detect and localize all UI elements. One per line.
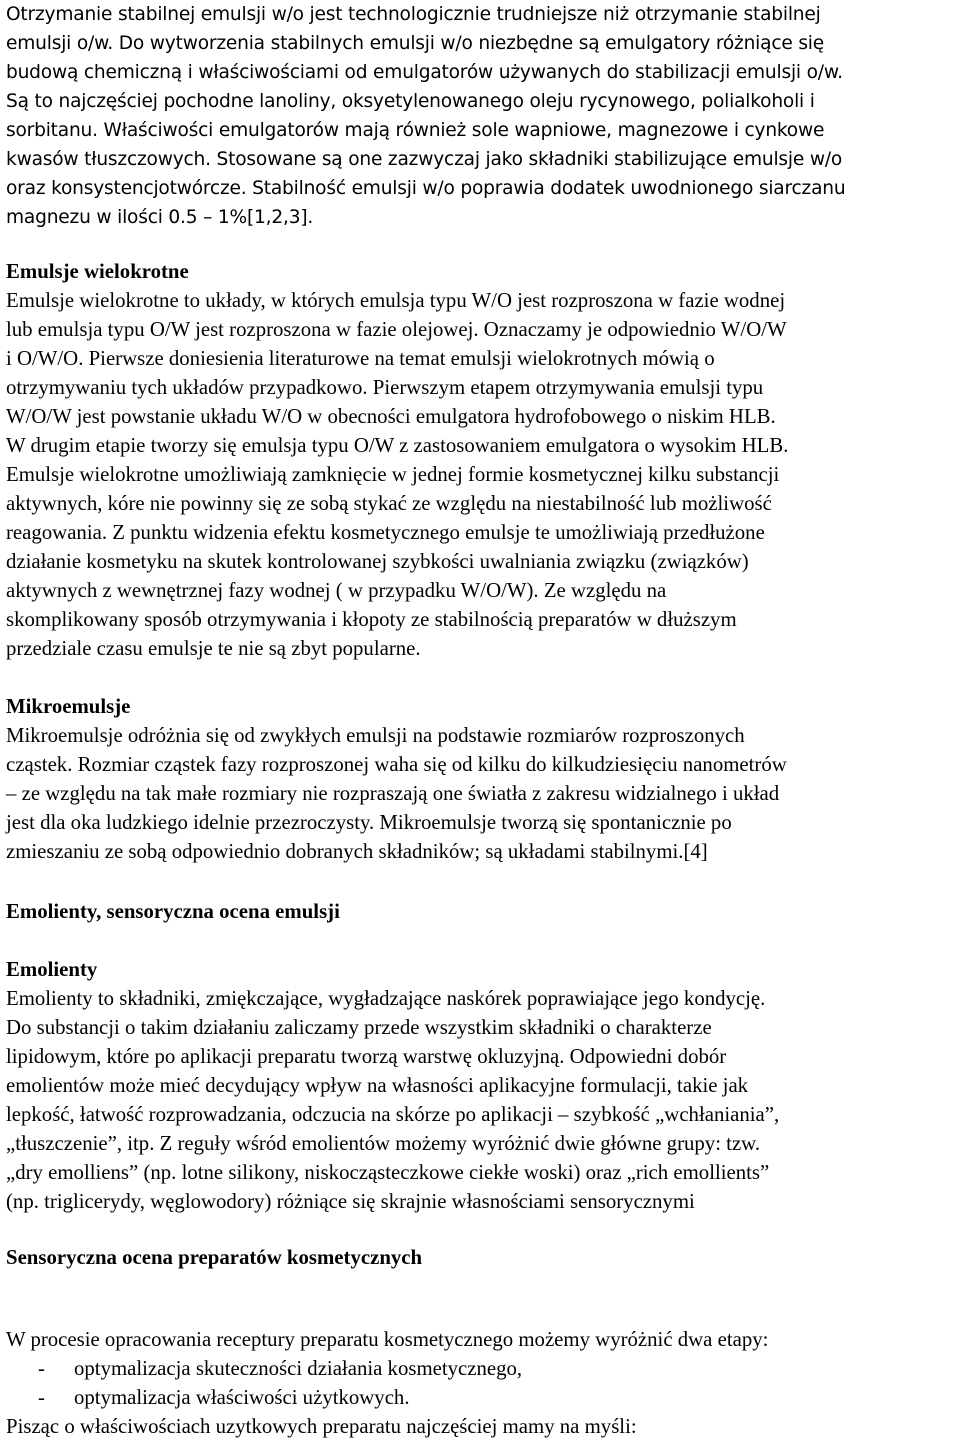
section-emollients: [6, 955, 956, 1216]
text-line: emulsji o/w. Do wytworzenia stabilnych emulsji w/o niezbędne są emulgatory różniące się: [6, 33, 825, 54]
list-item: [6, 1354, 956, 1383]
text-line: Emolienty to składniki, zmiękczające, wygładzające naskórek poprawiające jego kondycję.: [6, 987, 766, 1010]
text-line: lub emulsja typu O/W jest rozproszona w fazie olejowej. Oznaczamy je odpowiednio W/O/W: [6, 318, 787, 341]
text-line: przedziale czasu emulsje te nie są zbyt popularne.: [6, 637, 421, 660]
text-line: Do substancji o takim działaniu zaliczamy przede wszystkim składniki o charakterze: [6, 1016, 712, 1039]
section-multiple-emulsions: [6, 257, 956, 663]
text-line: jest dla oka ludzkiego idelnie przezroczysty. Mikroemulsje tworzą się spontanicznie po: [6, 811, 732, 834]
text-line: sorbitanu. Właściwości emulgatorów mają również sole wapniowe, magnezowe i cynkowe: [6, 120, 825, 141]
text-line: lepkość, łatwość rozprowadzania, odczucia na skórze po aplikacji – szybkość „wchłaniania”,: [6, 1103, 780, 1126]
text-line: budową chemiczną i właściwościami od emulgatorów używanych do stabilizacji emulsji o/w.: [6, 62, 843, 83]
text-line: kwasów tłuszczowych. Stosowane są one zazwyczaj jako składniki stabilizujące emulsje w/o: [6, 149, 843, 170]
text-line: Mikroemulsje odróżnia się od zwykłych emulsji na podstawie rozmiarów rozproszonych: [6, 724, 745, 747]
section-heading: Emolienty: [6, 958, 98, 981]
list-item-text: optymalizacja właściwości użytkowych.: [74, 1386, 410, 1409]
list-marker: -: [38, 1386, 45, 1409]
section-sensory-body: [6, 1325, 956, 1441]
text-line: aktywnych z wewnętrznej fazy wodnej ( w przypadku W/O/W). Ze względu na: [6, 579, 667, 602]
text-line: cząstek. Rozmiar cząstek fazy rozproszonej waha się od kilku do kilkudziesięciu nanometrów: [6, 753, 787, 776]
paragraph-wo-emulsions: [6, 0, 956, 232]
list-marker: -: [38, 1357, 45, 1380]
text-line: „tłuszczenie”, itp. Z reguły wśród emolientów możemy wyróżnić dwie główne grupy: tzw.: [6, 1132, 761, 1155]
text-line: i O/W/O. Pierwsze doniesienia literaturowe na temat emulsji wielokrotnych mówią o: [6, 347, 715, 370]
section-sensory-evaluation: [6, 1243, 956, 1272]
list-item: [6, 1383, 956, 1412]
text-line: zmieszaniu ze sobą odpowiednio dobranych składników; są układami stabilnymi.[4]: [6, 840, 708, 863]
text-line: Otrzymanie stabilnej emulsji w/o jest technologicznie trudniejsze niż otrzymanie stabilnej: [6, 4, 821, 25]
text-line: magnezu w ilości 0.5 – 1%[1,2,3].: [6, 207, 314, 228]
text-line: oraz konsystencjotwórcze. Stabilność emulsji w/o poprawia dodatek uwodnionego siarczanu: [6, 178, 846, 199]
text-line: działanie kosmetyku na skutek kontrolowanej szybkości uwalniania związku (związków): [6, 550, 749, 573]
text-line: reagowania. Z punktu widzenia efektu kosmetycznego emulsje te umożliwiają przedłużone: [6, 521, 765, 544]
text-line: emolientów może mieć decydujący wpływ na własności aplikacyjne formulacji, takie jak: [6, 1074, 749, 1097]
text-line: (np. triglicerydy, węglowodory) różniące się skrajnie własnościami sensorycznymi: [6, 1190, 695, 1213]
text-line: „dry emolliens” (np. lotne silikony, niskocząsteczkowe ciekłe woski) oraz „rich emollients”: [6, 1161, 770, 1184]
section-emollients-sensory: [6, 897, 956, 926]
text-line: W procesie opracowania receptury preparatu kosmetycznego możemy wyróżnić dwa etapy:: [6, 1328, 769, 1351]
text-line: Emulsje wielokrotne to układy, w których emulsja typu W/O jest rozproszona w fazie wodnej: [6, 289, 786, 312]
text-line: – ze względu na tak małe rozmiary nie rozpraszają one światła z zakresu widzialnego i układ: [6, 782, 780, 805]
text-line: lipidowym, które po aplikacji preparatu tworzą warstwę okluzyjną. Odpowiedni dobór: [6, 1045, 727, 1068]
text-line: aktywnych, kóre nie powinny się ze sobą stykać ze względu na niestabilność lub możliwość: [6, 492, 772, 515]
text-line: skomplikowany sposób otrzymywania i kłopoty ze stabilnością preparatów w dłuższym: [6, 608, 737, 631]
section-heading: Sensoryczna ocena preparatów kosmetycznych: [6, 1246, 423, 1269]
section-microemulsions: [6, 692, 956, 866]
text-line: otrzymywaniu tych układów przypadkowo. Pierwszym etapem otrzymywania emulsji typu: [6, 376, 764, 399]
section-heading: Emulsje wielokrotne: [6, 260, 189, 283]
text-line: Są to najczęściej pochodne lanoliny, oksyetylenowanego oleju rycynowego, polialkoholi i: [6, 91, 815, 112]
section-heading: Mikroemulsje: [6, 695, 131, 718]
list-item-text: optymalizacja skuteczności działania kosmetycznego,: [74, 1357, 523, 1380]
text-line: W drugim etapie tworzy się emulsja typu O/W z zastosowaniem emulgatora o wysokim HLB.: [6, 434, 789, 457]
text-line: Pisząc o właściwościach uzytkowych preparatu najczęściej mamy na myśli:: [6, 1415, 637, 1438]
section-heading: Emolienty, sensoryczna ocena emulsji: [6, 900, 340, 923]
text-line: W/O/W jest powstanie układu W/O w obecności emulgatora hydrofobowego o niskim HLB.: [6, 405, 776, 428]
text-line: Emulsje wielokrotne umożliwiają zamknięcie w jednej formie kosmetycznej kilku substancji: [6, 463, 780, 486]
